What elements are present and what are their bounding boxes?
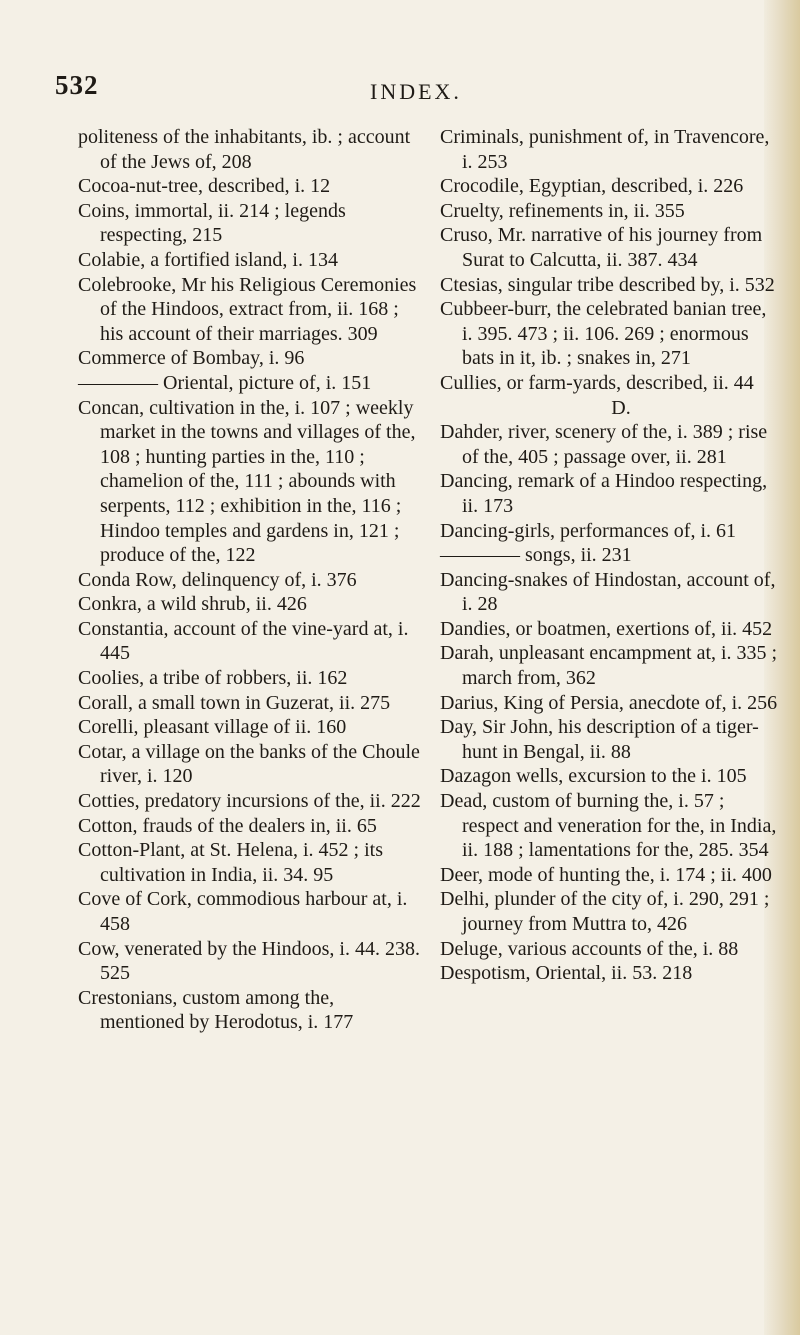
index-entry: Cotton-Plant, at St. Helena, i. 452 ; its cultivation in India, ii. 34. 95 bbox=[78, 839, 383, 886]
index-entry: Dazagon wells, excursion to the i. 105 bbox=[440, 765, 747, 788]
index-entry: Dancing-girls, performances of, i. 61 bbox=[440, 519, 737, 542]
index-entry: Deer, mode of hunting the, i. 174 ; ii. 400 bbox=[440, 863, 772, 886]
index-entry: Criminals, punishment of, in Travencore, i. 253 bbox=[440, 126, 770, 173]
index-entry: Cove of Cork, commodious harbour at, i. 458 bbox=[78, 888, 408, 935]
index-entry: Cubbeer-burr, the celebrated banian tree, i. 395. 473 ; ii. 106. 269 ; enormous bats in it, ib. ; snakes in, 271 bbox=[440, 298, 767, 370]
index-entry: Cruelty, refinements in, ii. 355 bbox=[440, 199, 685, 222]
index-entry: Coolies, a tribe of robbers, ii. 162 bbox=[78, 667, 348, 690]
index-entry: Dancing-snakes of Hindostan, account of, i. 28 bbox=[440, 568, 776, 616]
section-letter: D. bbox=[611, 396, 631, 419]
index-entry: Conkra, a wild shrub, ii. 426 bbox=[78, 593, 307, 616]
index-entry: Dandies, or boatmen, exertions of, ii. 452 bbox=[440, 617, 773, 640]
index-entry: Cullies, or farm-yards, described, ii. 44 bbox=[440, 371, 754, 394]
index-entry: Cocoa-nut-tree, described, i. 12 bbox=[78, 175, 331, 198]
index-entry: Cotties, predatory incursions of the, ii. 222 bbox=[78, 790, 421, 813]
page-number: 532 bbox=[55, 70, 99, 100]
index-entry: Delhi, plunder of the city of, i. 290, 291 ; journey from Muttra to, 426 bbox=[440, 888, 770, 935]
index-entry: Dahder, river, scenery of the, i. 389 ; rise of the, 405 ; passage over, ii. 281 bbox=[440, 421, 768, 468]
index-entry: Cruso, Mr. narrative of his journey from Surat to Calcutta, ii. 387. 434 bbox=[440, 224, 763, 271]
index-entry: Corelli, pleasant village of ii. 160 bbox=[78, 716, 347, 739]
index-entry: Coins, immortal, ii. 214 ; legends respecting, 215 bbox=[78, 199, 346, 247]
index-entry: Despotism, Oriental, ii. 53. 218 bbox=[440, 962, 693, 985]
index-column-left bbox=[78, 125, 423, 1035]
index-entry: Deluge, various accounts of the, i. 88 bbox=[440, 937, 739, 960]
index-entry: Corall, a small town in Guzerat, ii. 275 bbox=[78, 691, 391, 714]
index-entry: Darius, King of Persia, anecdote of, i. 256 bbox=[440, 691, 778, 714]
index-entry: Dancing, remark of a Hindoo respecting, ii. 173 bbox=[440, 470, 768, 517]
index-entry: Concan, cultivation in the, i. 107 ; weekly market in the towns and villages of the, 108 ; hunting parties in the, 110 ; chamelion of the, 111 ; abounds with serpents, 112 ; exhibition in the, 116 ; Hindoo temples and gardens in, 121 ; produce of the, 122 bbox=[78, 396, 416, 567]
index-entry: Crestonians, custom among the, mentioned by Herodotus, i. 177 bbox=[78, 986, 354, 1034]
index-entry: Darah, unpleasant encampment at, i. 335 ; march from, 362 bbox=[440, 642, 778, 690]
index-entry: Cotton, frauds of the dealers in, ii. 65 bbox=[78, 814, 377, 837]
index-entry: ———— songs, ii. 231 bbox=[440, 544, 632, 567]
index-entry: Crocodile, Egyptian, described, i. 226 bbox=[440, 175, 744, 198]
index-entry: ———— Oriental, picture of, i. 151 bbox=[78, 371, 372, 394]
index-entry: Conda Row, delinquency of, i. 376 bbox=[78, 568, 357, 591]
index-entry: Cow, venerated by the Hindoos, i. 44. 238. 525 bbox=[78, 937, 420, 985]
index-entry: Ctesias, singular tribe described by, i. 532 bbox=[440, 273, 775, 296]
index-entry: Colabie, a fortified island, i. 134 bbox=[78, 248, 338, 271]
index-entry: Commerce of Bombay, i. 96 bbox=[78, 347, 305, 370]
index-entry: Constantia, account of the vine-yard at, i. 445 bbox=[78, 617, 409, 665]
index-entry: politeness of the inhabitants, ib. ; account of the Jews of, 208 bbox=[78, 126, 411, 173]
index-entry: Dead, custom of burning the, i. 57 ; respect and veneration for the, in India, ii. 188 ; lamentations for the, 285. 354 bbox=[440, 790, 777, 862]
index-entry: Day, Sir John, his description of a tiger-hunt in Bengal, ii. 88 bbox=[440, 716, 759, 763]
index-entry: Cotar, a village on the banks of the Choule river, i. 120 bbox=[78, 740, 420, 788]
index-entry: Colebrooke, Mr his Religious Ceremonies of the Hindoos, extract from, ii. 168 ; his account of their marriages. 309 bbox=[78, 273, 417, 345]
index-column-right bbox=[440, 125, 780, 986]
running-head: INDEX. bbox=[370, 79, 462, 104]
